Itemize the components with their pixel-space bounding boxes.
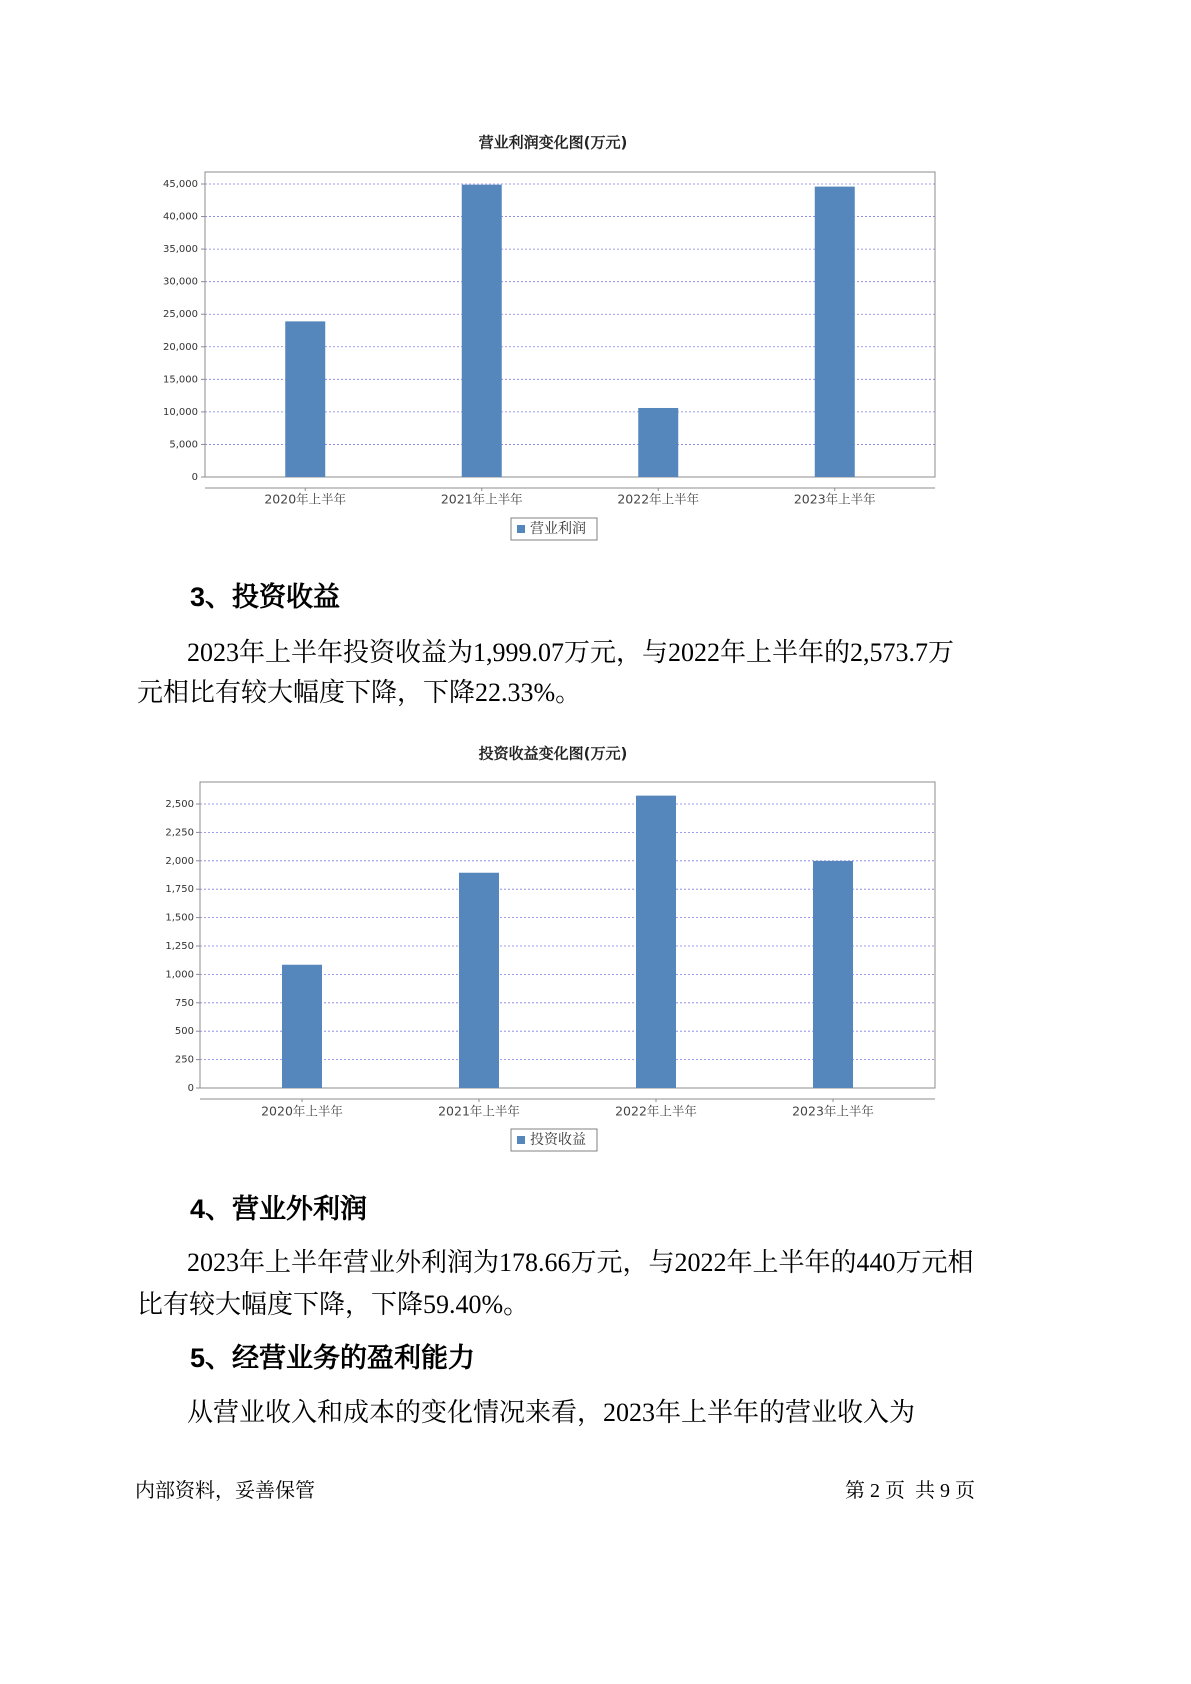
- bar: [285, 321, 325, 477]
- y-tick-label: 1,000: [165, 969, 194, 981]
- section-4-heading: 4、营业外利润: [190, 1194, 368, 1224]
- y-tick-label: 20,000: [163, 341, 198, 353]
- x-tick-label: 2020年上半年: [264, 491, 347, 507]
- bar: [459, 873, 499, 1088]
- bar: [813, 861, 853, 1088]
- y-tick-label: 40,000: [163, 211, 198, 223]
- y-tick-label: 0: [191, 472, 198, 483]
- investment-income-chart: [0, 730, 1191, 1160]
- footer-page-number: 第 2 页 共 9 页: [845, 1480, 975, 1502]
- legend-label: 营业利润: [530, 521, 586, 537]
- section-3-paragraph-line-1: 2023年上半年投资收益为1,999.07万元，与2022年上半年的2,573.7万: [187, 638, 955, 667]
- y-tick-label: 1,500: [165, 912, 194, 924]
- legend-swatch: [517, 525, 525, 533]
- y-tick-label: 5,000: [169, 439, 198, 451]
- bar: [462, 185, 502, 477]
- y-tick-label: 500: [174, 1026, 194, 1038]
- x-tick-label: 2023年上半年: [792, 1103, 874, 1119]
- chart-title: 投资收益变化图(万元): [478, 744, 628, 763]
- y-tick-label: 2,500: [165, 799, 194, 810]
- y-tick-label: 25,000: [163, 309, 198, 321]
- legend: [511, 518, 597, 540]
- legend-label: 投资收益: [530, 1132, 586, 1148]
- section-5-paragraph-line-1: 从营业收入和成本的变化情况来看，2023年上半年的营业收入为: [187, 1398, 916, 1427]
- x-tick-label: 2020年上半年: [261, 1103, 343, 1119]
- section-3-paragraph-line-2: 元相比有较大幅度下降，下降22.33%。: [137, 678, 582, 707]
- footer-confidential-note: 内部资料，妥善保管: [135, 1480, 315, 1502]
- operating-profit-chart: [0, 120, 1191, 550]
- section-3-heading: 3、投资收益: [190, 582, 341, 612]
- y-tick-label: 35,000: [163, 244, 198, 256]
- bar: [636, 796, 676, 1088]
- y-tick-label: 30,000: [163, 276, 198, 288]
- section-4-paragraph-line-2: 比有较大幅度下降，下降59.40%。: [137, 1290, 530, 1319]
- legend: [511, 1129, 597, 1151]
- x-tick-label: 2021年上半年: [438, 1103, 520, 1119]
- y-tick-label: 750: [174, 997, 194, 1009]
- section-5-heading: 5、经营业务的盈利能力: [190, 1343, 476, 1373]
- x-tick-label: 2021年上半年: [440, 491, 523, 507]
- y-tick-label: 1,250: [165, 941, 194, 952]
- y-tick-label: 45,000: [163, 179, 198, 190]
- y-tick-label: 1,750: [165, 884, 194, 896]
- chart-title: 营业利润变化图(万元): [478, 133, 628, 152]
- y-tick-label: 250: [174, 1054, 194, 1066]
- y-tick-label: 0: [187, 1083, 194, 1094]
- y-tick-label: 15,000: [163, 374, 198, 386]
- legend-swatch: [517, 1136, 525, 1144]
- y-tick-label: 2,000: [165, 855, 194, 867]
- y-tick-label: 2,250: [165, 827, 194, 839]
- bar: [638, 408, 678, 477]
- x-tick-label: 2023年上半年: [793, 491, 876, 507]
- bar: [815, 187, 855, 477]
- section-4-paragraph-line-1: 2023年上半年营业外利润为178.66万元，与2022年上半年的440万元相: [187, 1248, 974, 1277]
- x-tick-label: 2022年上半年: [617, 491, 700, 507]
- y-tick-label: 10,000: [163, 406, 198, 418]
- bar: [282, 965, 322, 1088]
- x-tick-label: 2022年上半年: [615, 1103, 697, 1119]
